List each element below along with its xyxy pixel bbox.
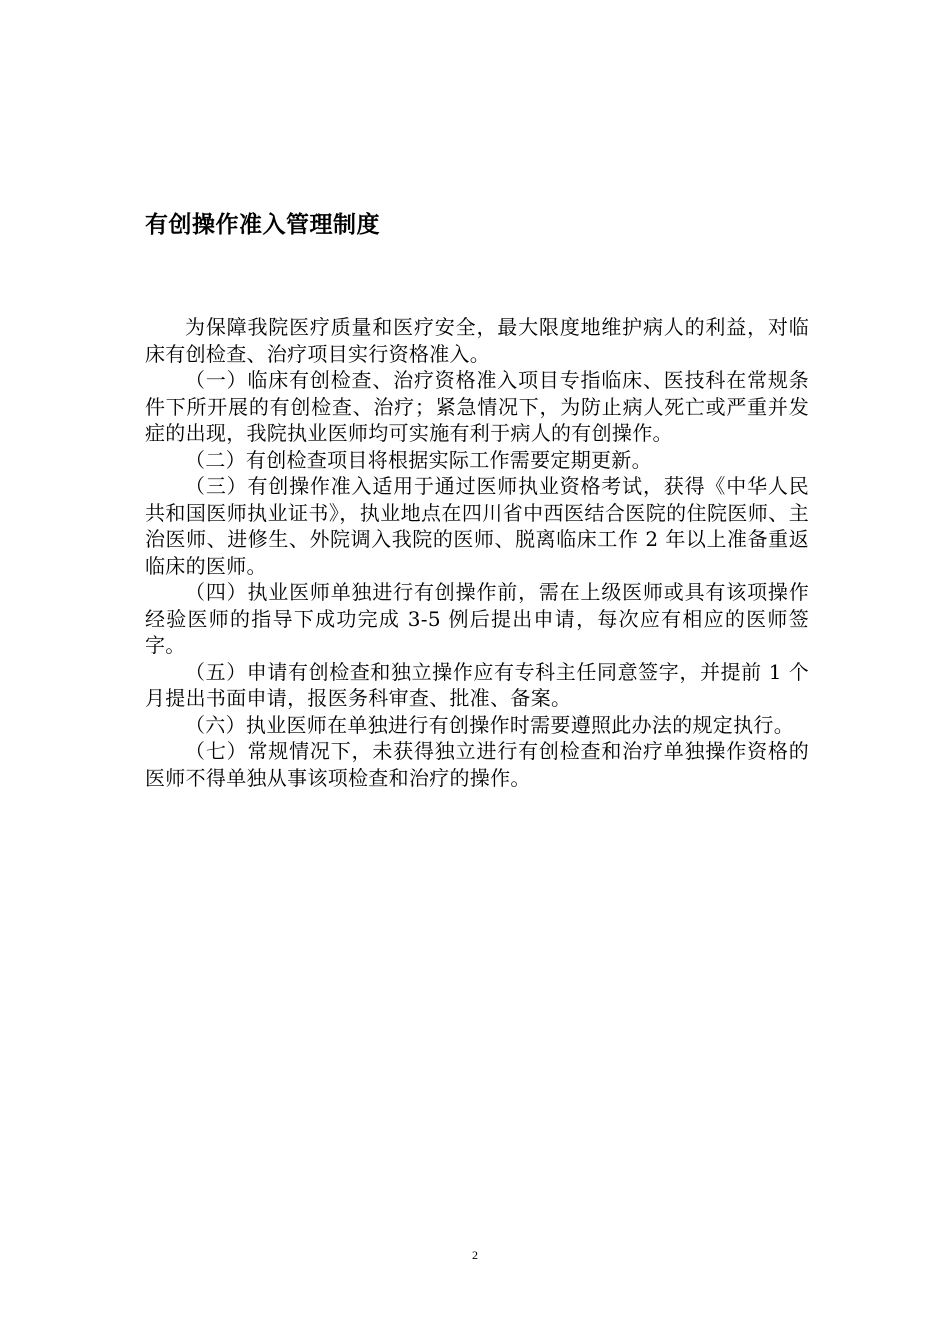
paragraph-item-3: （三）有创操作准入适用于通过医师执业资格考试，获得《中华人民共和国医师执业证书》，执业地点在四川省中西医结合医院的住院医师、主治医师、进修生、外院调入我院的医师、脱离临床工作 2 年以上准备重返临床的医师。 [145, 474, 809, 578]
document-title: 有创操作准入管理制度 [145, 212, 380, 238]
paragraph-item-7: （七）常规情况下，未获得独立进行有创检查和治疗单独操作资格的医师不得单独从事该项检查和治疗的操作。 [145, 739, 809, 790]
paragraph-item-6: （六）执业医师在单独进行有创操作时需要遵照此办法的规定执行。 [185, 712, 794, 737]
paragraph-intro: 为保障我院医疗质量和医疗安全，最大限度地维护病人的利益，对临床有创检查、治疗项目实行资格准入。 [145, 315, 809, 366]
paragraph-item-2: （二）有创检查项目将根据实际工作需要定期更新。 [185, 447, 652, 472]
paragraph-item-1: （一）临床有创检查、治疗资格准入项目专指临床、医技科在常规条件下所开展的有创检查、治疗；紧急情况下，为防止病人死亡或严重并发症的出现，我院执业医师均可实施有利于病人的有创操作。 [145, 368, 809, 445]
page-number: 2 [472, 1248, 478, 1262]
paragraph-item-5: （五）申请有创检查和独立操作应有专科主任同意签字，并提前 1 个月提出书面申请，报医务科审查、批准、备案。 [145, 659, 809, 710]
document-body [145, 314, 809, 791]
paragraph-item-4: （四）执业医师单独进行有创操作前，需在上级医师或具有该项操作经验医师的指导下成功完成 3-5 例后提出申请，每次应有相应的医师签字。 [145, 580, 809, 657]
